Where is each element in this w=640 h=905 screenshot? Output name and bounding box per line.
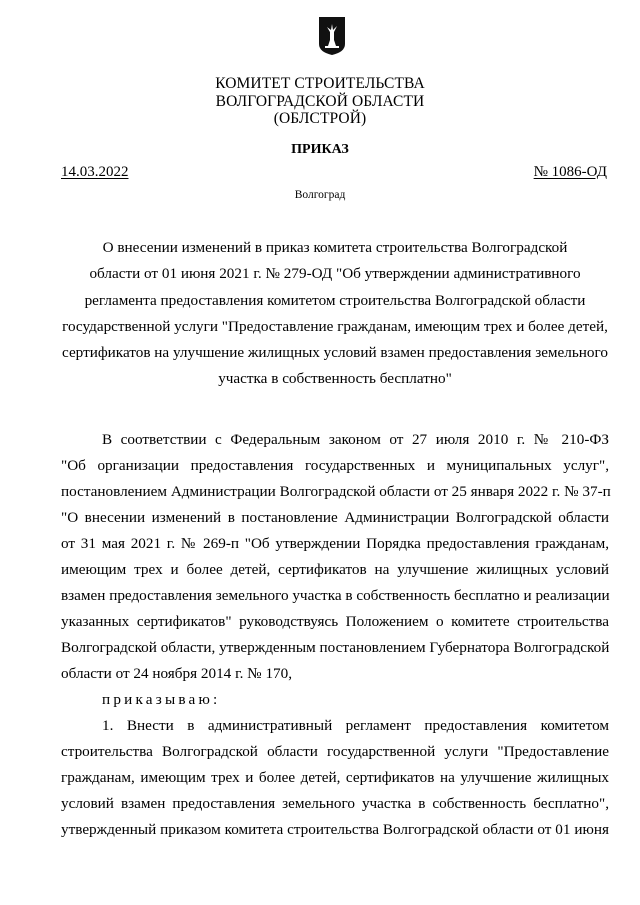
- organization-name-line2: ВОЛГОГРАДСКОЙ ОБЛАСТИ: [215, 93, 425, 110]
- organization-abbreviation: (ОБЛСТРОЙ): [273, 110, 367, 127]
- document-city: Волгоград: [294, 189, 346, 201]
- subject-line: области от 01 июня 2021 г. № 279-ОД "Об утверждении административного: [89, 265, 581, 283]
- order-keyword: приказываю:: [102, 691, 221, 708]
- body-line: области от 24 ноября 2014 г. № 170,: [61, 665, 293, 682]
- body-line: В соответствии с Федеральным законом от 27 июля 2010 г. № 210-ФЗ: [102, 431, 609, 448]
- body-line: 1. Внести в административный регламент предоставления комитетом: [102, 717, 609, 734]
- body-line: утвержденный приказом комитета строительства Волгоградской области от 01 июня: [61, 821, 609, 838]
- body-line: постановлением Администрации Волгоградской области от 25 января 2022 г. № 37-п: [61, 483, 611, 500]
- body-line: "О внесении изменений в постановление Администрации Волгоградской области: [61, 509, 609, 526]
- body-line: взамен предоставления земельного участка в собственность бесплатно и реализации: [61, 587, 610, 604]
- body-line: от 31 мая 2021 г. № 269-п "Об утверждении Порядка предоставления гражданам,: [61, 535, 609, 552]
- body-line: "Об организации предоставления государственных и муниципальных услуг",: [61, 457, 609, 474]
- body-line: гражданам, имеющим трех и более детей, сертификатов на улучшение жилищных: [61, 769, 609, 786]
- subject-line: участка в собственность бесплатно": [218, 370, 452, 388]
- body-line: условий взамен предоставления земельного участка в собственность бесплатно",: [61, 795, 609, 812]
- document-date: 14.03.2022: [61, 164, 129, 180]
- subject-line: государственной услуги "Предоставление гражданам, имеющим трех и более детей,: [62, 317, 608, 335]
- document-number: № 1086-ОД: [533, 164, 607, 180]
- document-type: ПРИКАЗ: [291, 142, 349, 157]
- subject-line: О внесении изменений в приказ комитета строительства Волгоградской: [102, 239, 568, 256]
- document-subject: [61, 235, 609, 393]
- body-line: указанных сертификатов" руководствуясь Положением о комитете строительства: [61, 613, 609, 630]
- body-line: имеющим трех и более детей, сертификатов на улучшение жилищных условий: [61, 561, 609, 578]
- volgograd-emblem-icon: [318, 16, 346, 56]
- body-line: Волгоградской области, утвержденным постановлением Губернатора Волгоградской: [61, 639, 610, 656]
- organization-name-line1: КОМИТЕТ СТРОИТЕЛЬСТВА: [215, 75, 425, 92]
- body-line: строительства Волгоградской области государственной услуги "Предоставление: [61, 743, 609, 760]
- subject-line: регламента предоставления комитетом строительства Волгоградской области: [84, 291, 586, 309]
- subject-line: сертификатов на улучшение жилищных условий взамен предоставления земельного: [62, 344, 608, 362]
